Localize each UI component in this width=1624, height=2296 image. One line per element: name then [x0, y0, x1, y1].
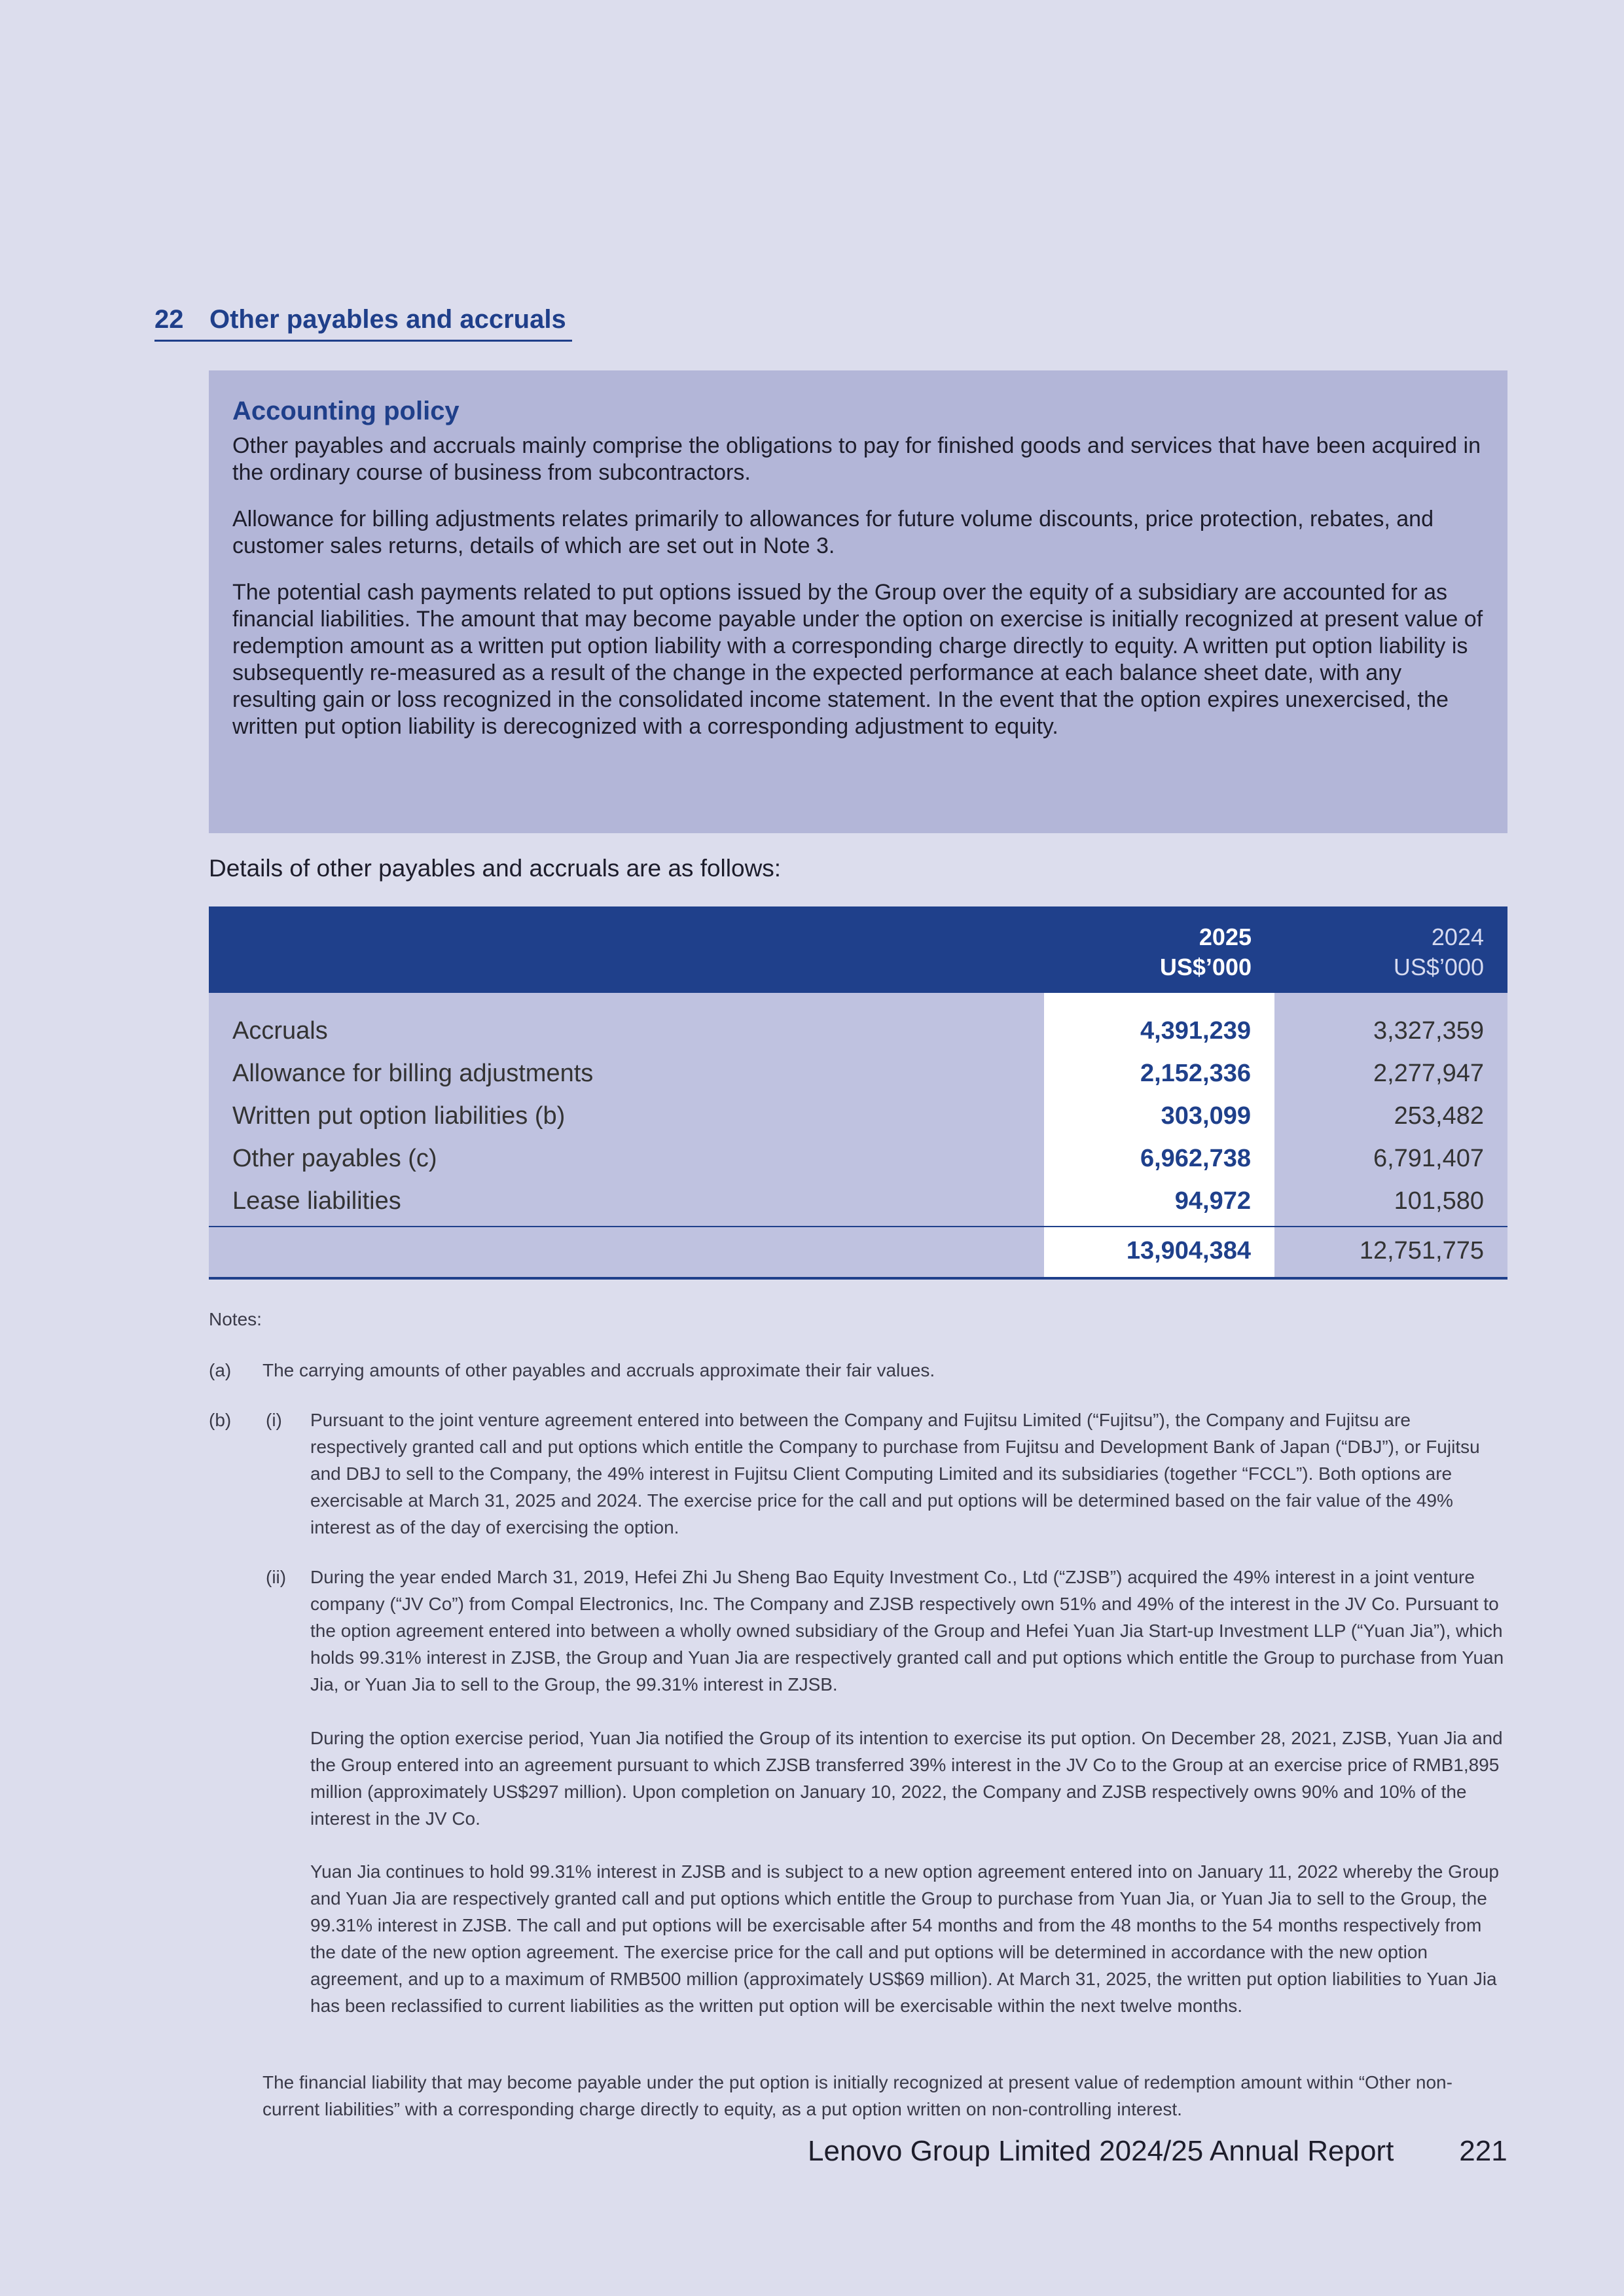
row-label: Accruals — [232, 1017, 328, 1045]
row-value-2024: 3,327,359 — [1373, 1017, 1484, 1045]
total-2024: 12,751,775 — [1359, 1237, 1484, 1265]
section-title: Other payables and accruals — [209, 305, 566, 334]
row-label: Lease liabilities — [232, 1187, 401, 1215]
note-b-ii-label: (ii) — [266, 1567, 287, 1587]
policy-paragraph-2: Allowance for billing adjustments relates primarily to allowances for future volume discounts, price protection, rebates, and customer sales returns, details of which are set out in Note 3. — [232, 507, 1434, 558]
row-value-2024: 101,580 — [1394, 1187, 1484, 1215]
notes-title: Notes: — [209, 1309, 262, 1329]
header-year-2024: 2024 — [1431, 924, 1484, 950]
policy-paragraph-1: Other payables and accruals mainly comprise the obligations to pay for finished goods and services that have been acquired in the ordinary course of business from subcontractors. — [232, 433, 1481, 485]
table-row — [209, 1056, 1507, 1099]
payables-table — [209, 906, 1507, 1280]
header-unit-2024: US$’000 — [1393, 954, 1484, 980]
footer-report-title: Lenovo Group Limited 2024/25 Annual Report — [808, 2135, 1394, 2167]
note-b-i-label: (i) — [266, 1410, 282, 1430]
page-number: 221 — [1459, 2135, 1507, 2167]
row-value-2025: 94,972 — [1174, 1187, 1251, 1215]
header-year-2025: 2025 — [1199, 924, 1252, 950]
row-value-2025: 6,962,738 — [1140, 1145, 1251, 1172]
header-2025 — [1042, 922, 1252, 982]
table-intro: Details of other payables and accruals are as follows: — [209, 855, 782, 882]
note-b-ii-paragraph-3: Yuan Jia continues to hold 99.31% interest in ZJSB and is subject to a new option agreement entered into on January 11, 2022 whereby the Group and Yuan Jia are respectively granted call and put options which entitle the Group to purchase from Yuan Jia, or Yuan Jia to sell to the Group, the 99.31% interest in ZJSB. The call and put options will be exercisable after 54 months and from the 48 months to the 54 months respectively from the date of the new option agreement. The exercise price for the call and put options will be determined in accordance with the new option agreement, and up to a maximum of RMB500 million (approximately US$69 million). At March 31, 2025, the written put option liabilities to Yuan Jia has been reclassified to current liabilities as the written put option will be exercisable within the next twelve months. — [310, 1861, 1499, 2016]
table-header — [209, 906, 1507, 993]
table-row — [209, 1014, 1507, 1056]
total-2025: 13,904,384 — [1126, 1237, 1251, 1265]
page-footer — [808, 2135, 1507, 2168]
header-2024 — [1274, 922, 1484, 982]
note-b-label: (b) — [209, 1410, 232, 1430]
policy-paragraph-3: The potential cash payments related to put options issued by the Group over the equity of a subsidiary are accounted for as financial liabilities. The amount that may become payable under the option on exercise is initially recognized at present value of redemption amount as a written put option liability with a corresponding charge directly to equity. A written put option liability is subsequently re-measured as a result of the change in the expected performance at each balance sheet date, with any resulting gain or loss recognized in the consolidated income statement. In the event that the option expires unexercised, the written put option liability is derecognized with a corresponding adjustment to equity. — [232, 580, 1483, 739]
row-label: Allowance for billing adjustments — [232, 1060, 594, 1087]
table-row — [209, 1184, 1507, 1227]
row-label: Written put option liabilities (b) — [232, 1102, 566, 1130]
row-value-2024: 253,482 — [1394, 1102, 1484, 1130]
row-value-2025: 2,152,336 — [1140, 1060, 1251, 1087]
table-rows — [209, 1014, 1507, 1227]
accounting-policy-box — [209, 370, 1507, 833]
note-b-ii-paragraph-2: During the option exercise period, Yuan Jia notified the Group of its intention to exercise its put option. On December 28, 2021, ZJSB, Yuan Jia and the Group entered into an agreement pursuant to which ZJSB transferred 39% interest in the JV Co to the Group at an exercise price of RMB1,895 million (approximately US$297 million). Upon completion on January 10, 2022, the Company and ZJSB respectively owns 90% and 10% of the interest in the JV Co. — [310, 1728, 1503, 1829]
table-total-row — [209, 1234, 1507, 1268]
table-bottom-rule — [209, 1277, 1507, 1280]
row-label: Other payables (c) — [232, 1145, 437, 1172]
note-b-i-text: Pursuant to the joint venture agreement entered into between the Company and Fujitsu Limited (“Fujitsu”), the Company and Fujitsu are respectively granted call and put options which entitle the Company to purchase from Fujitsu and Development Bank of Japan (“DBJ”), or Fujitsu and DBJ to sell to the Company, the 49% interest in Fujitsu Client Computing Limited and its subsidiaries (together “FCCL”). Both options are exercisable at March 31, 2025 and 2024. The exercise price for the call and put options will be determined based on the fair value of the 49% interest as of the day of exercising the option. — [310, 1410, 1480, 1537]
table-row — [209, 1099, 1507, 1141]
policy-title: Accounting policy — [232, 397, 460, 425]
note-b-final-paragraph: The financial liability that may become payable under the put option is initially recognized at present value of redemption amount within “Other non-current liabilities” with a corresponding charge directly to equity, as a put option written on non-controlling interest. — [262, 2072, 1453, 2119]
row-value-2025: 4,391,239 — [1140, 1017, 1251, 1045]
section-heading — [154, 305, 572, 342]
note-a-text: The carrying amounts of other payables and accruals approximate their fair values. — [262, 1360, 935, 1380]
table-row — [209, 1141, 1507, 1184]
row-value-2025: 303,099 — [1161, 1102, 1251, 1130]
row-value-2024: 2,277,947 — [1373, 1060, 1484, 1087]
note-a-label: (a) — [209, 1360, 232, 1380]
header-unit-2025: US$’000 — [1159, 954, 1252, 980]
note-b-ii-text: During the year ended March 31, 2019, Hefei Zhi Ju Sheng Bao Equity Investment Co., Ltd (“ZJSB”) acquired the 49% interest in a joint venture company (“JV Co”) from Compal Electronics, Inc. The Company and ZJSB respectively own 51% and 49% of the interest in the JV Co. Pursuant to the option agreement entered into between a wholly owned subsidiary of the Group and Hefei Yuan Jia Start-up Investment LLP (“Yuan Jia”), which holds 99.31% interest in ZJSB, the Group and Yuan Jia are respectively granted call and put options which entitle the Group to purchase from Yuan Jia, or Yuan Jia to sell to the Group, the 99.31% interest in ZJSB. — [310, 1567, 1504, 1695]
section-number: 22 — [154, 305, 184, 334]
row-value-2024: 6,791,407 — [1373, 1145, 1484, 1172]
subtotal-divider — [209, 1226, 1507, 1227]
